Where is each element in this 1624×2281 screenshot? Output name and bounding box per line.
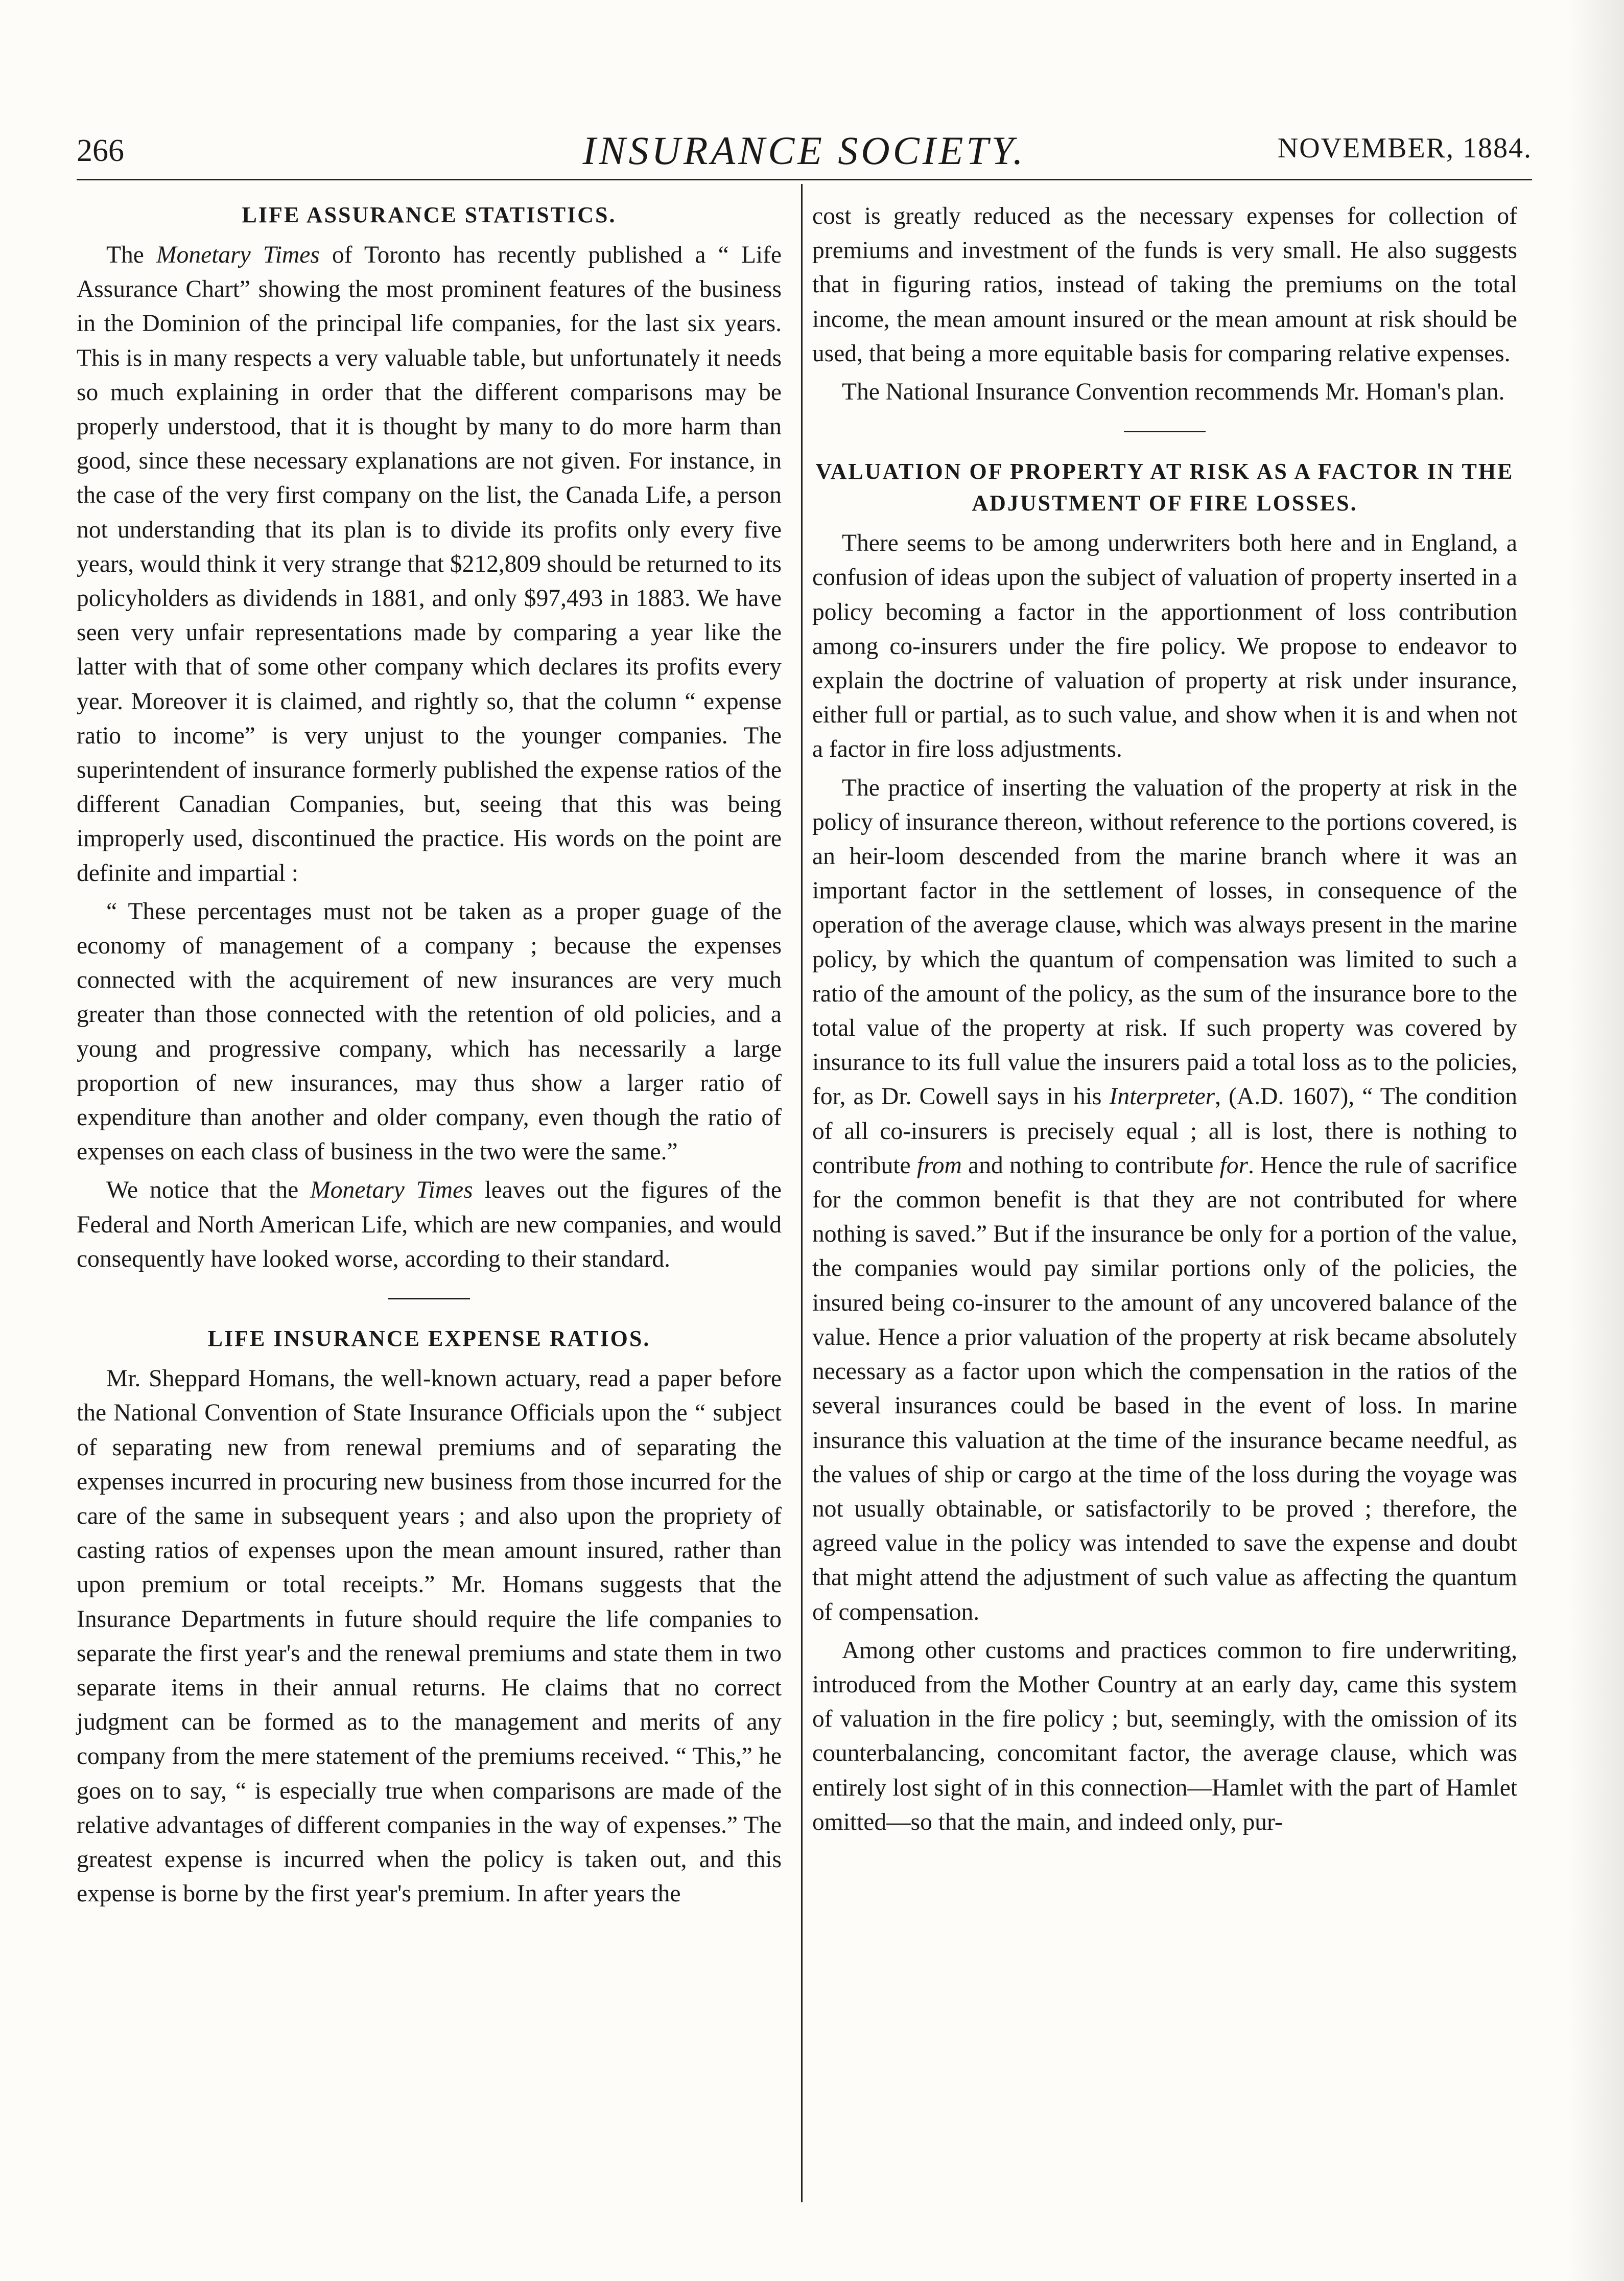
section-separator (1124, 431, 1206, 432)
article-title-valuation-of-property: VALUATION OF PROPERTY AT RISK AS A FACTOR IN THE ADJUSTMENT OF FIRE LOSSES. (815, 459, 1514, 516)
article-paragraph: “ These percentages must not be taken as a proper guage of the economy of management of a company ; because the expenses connected with the acquirement of new insurances are very much greater than those connected with the retention of old policies, and a young and progressive company, which has necessarily a large proportion of new insurances, may thus show a larger ratio of expenditure than another and older company, even though the ratio of expenses on each class of business in the two were the same.” (77, 898, 782, 1166)
left-column (77, 199, 782, 1915)
article-paragraph (77, 238, 782, 891)
article-paragraph: Mr. Sheppard Homans, the well-known actuary, read a paper before the National Convention of State Insurance Officials upon the “ subject of separating new from renewal premiums and of separating the expenses incurred in procuring new business from those incurred for the care of the same in subsequent years ; and also upon the propriety of casting ratios of expenses upon the mean amount insured, rather than upon premium or total receipts.” Mr. Homans suggests that the Insurance Departments in future should require the life companies to separate the first year's and the renewal premiums and state them in two separate items in their annual returns. He claims that no correct judgment can be formed as to the management and merits of any company from the mere statement of the premiums received. “ This,” he goes on to say, “ is especially true when comparisons are made of the relative advantages of different companies in the way of expenses.” The greatest expense is incurred when the policy is taken out, and this expense is borne by the first year's premium. In after years the (77, 1365, 782, 1907)
text-run: and nothing to contribute (961, 1152, 1220, 1179)
article-paragraph (812, 771, 1517, 1630)
text-run: . Hence the rule of sacrifice for the common benefit is that they are not contributed for where nothing is saved.” But if the insurance be only for a portion of the value, the companies would pay similar portions only of the policies, the insured being co-insurer to the amount of any uncovered balance of the value. Hence a prior valuation of the property at risk became absolutely necessary as a factor upon which the compensation in the ratios of the several insurances could be based in the event of loss. In marine insurance this valuation at the time of the insurance became needful, as the values of ship or cargo at the time of the loss during the voyage was not usually obtainable, or satisfactorily to be proved ; therefore, the agreed value in the policy was intended to save the expense and doubt that might attend the adjustment of such value as affecting the quantum of compensation. (812, 1152, 1518, 1625)
column-divider (801, 184, 803, 2202)
article-paragraph: The National Insurance Convention recommends Mr. Homan's plan. (842, 379, 1505, 406)
article-title-life-assurance-statistics: LIFE ASSURANCE STATISTICS. (242, 202, 617, 227)
text-run: , (A.D. 1607), “ The condition of all co-insurers is precisely equal ; all is lost, there is nothing to contribute (812, 1083, 1517, 1179)
article-title-life-insurance-expense-ratios: LIFE INSURANCE EXPENSE RATIOS. (207, 1326, 651, 1352)
issue-date: NOVEMBER, 1884. (1277, 132, 1532, 164)
italic-text: Monetary Times (156, 242, 320, 268)
text-run: leaves out the figures of the Federal and North American Life, which are new companies, and would consequently have looked worse, according to their standard. (77, 1177, 782, 1272)
journal-title: INSURANCE SOCIETY. (582, 128, 1026, 173)
section-separator (388, 1298, 470, 1299)
page-number: 266 (77, 133, 124, 168)
text-run: We notice that the (106, 1177, 311, 1204)
text-run: of Toronto has recently published a “ Life Assurance Chart” showing the most prominent features of the business in the Dominion of the principal life companies, for the last six years. This is in many respects a very valuable table, but unfortunately it needs so much explaining in order that the different comparisons may be properly understood, that it is thought by many to do more harm than good, since these necessary explanations are not given. For instance, in the case of the very first company on the list, the Canada Life, a person not understanding that its plan is to divide its profits only every five years, would think it very strange that $212,809 should be returned to its policyholders as dividends in 1881, and only $97,493 in 1883. We have seen very unfair representations made by comparing a year like the latter with that of some other company which declares its profits every year. Moreover it is claimed, and rightly so, that the column “ expense ratio to income” is very unjust to the younger companies. The superintendent of insurance formerly published the expense ratios of the different Canadian Companies, but, seeing that this was being improperly used, discontinued the practice. His words on the point are definite and impartial : (77, 242, 782, 887)
page-header (77, 123, 1532, 180)
right-column (812, 199, 1517, 1844)
italic-text: Monetary Times (310, 1177, 473, 1204)
text-run: The (106, 242, 157, 268)
italic-text: for (1219, 1152, 1249, 1179)
page-edge-shadow (1568, 0, 1624, 2281)
article-paragraph: Among other customs and practices common to fire underwriting, introduced from the Mother Country at an early day, came this system of valuation in the fire policy ; but, seemingly, with the omission of its counterbalancing, concomitant factor, the average clause, which was entirely lost sight of in this connection—Hamlet with the part of Hamlet omitted—so that the main, and indeed only, pur- (812, 1637, 1517, 1835)
article-paragraph: There seems to be among underwriters both here and in England, a confusion of ideas upon the subject of valuation of property inserted in a policy becoming a factor in the apportionment of loss contribution among co-insurers under the fire policy. We propose to endeavor to explain the doctrine of valuation of property at risk under insurance, either full or partial, as to such value, and show when it is and when not a factor in fire loss adjustments. (812, 530, 1517, 763)
article-paragraph-continued: cost is greatly reduced as the necessary expenses for collection of premiums and investment of the funds is very small. He also suggests that in figuring ratios, instead of taking the premiums on the total income, the mean amount insured or the mean amount at risk should be used, that being a more equitable basis for comparing relative expenses. (812, 203, 1517, 367)
text-run: The practice of inserting the valuation of the property at risk in the policy of insurance thereon, without reference to the portions covered, is an heir-loom descended from the marine branch where it was an important factor in the settlement of losses, in consequence of the operation of the average clause, which was always present in the marine policy, by which the quantum of compensation was limited to such a ratio of the amount of the policy, as the sum of the insurance bore to the total value of the property at risk. If such property was covered by insurance to its full value the insurers paid a total loss as to the policies, for, as Dr. Cowell says in his (812, 774, 1517, 1110)
italic-text: from (916, 1152, 962, 1179)
italic-text: Interpreter (1109, 1083, 1215, 1110)
article-paragraph (77, 1173, 782, 1276)
